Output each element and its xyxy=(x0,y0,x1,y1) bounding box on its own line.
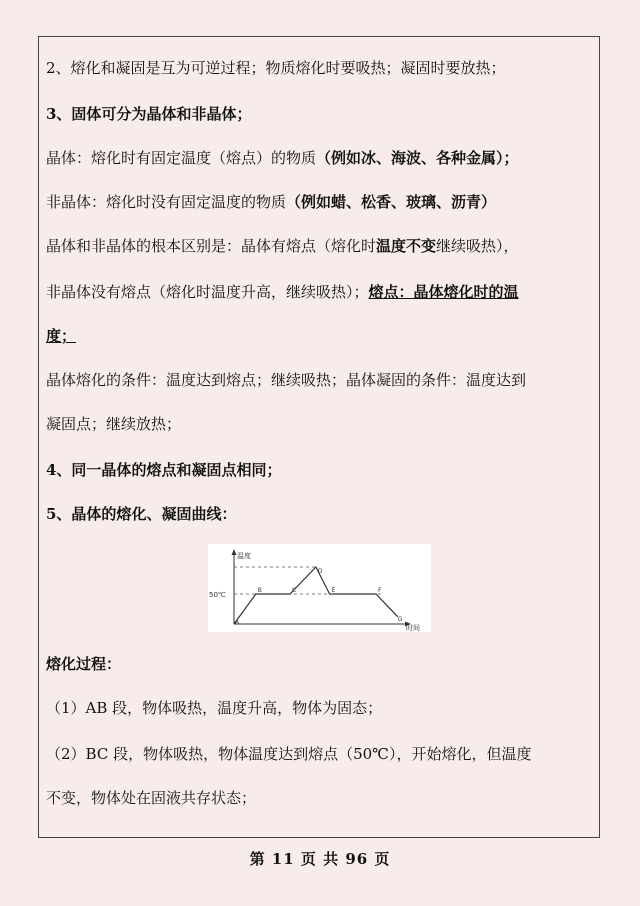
point-label-c: C xyxy=(292,587,297,594)
line-no-melting-point: 非晶体没有熔点（熔化时温度升高，继续吸热）；熔点：晶体熔化时的温 xyxy=(46,283,519,301)
point-label-b: B xyxy=(257,587,262,594)
y-tick-label: 50℃ xyxy=(209,591,226,599)
point-label-g: G xyxy=(397,615,403,623)
point-label-d: D xyxy=(317,568,323,575)
line-bc-segment: （2）BC 段，物体吸热，物体温度达到熔点（50℃），开始熔化，但温度 xyxy=(46,745,532,763)
line-bc-segment-cont: 不变，物体处在固液共存状态； xyxy=(46,789,257,807)
heading-melting-process: 熔化过程： xyxy=(46,655,122,673)
line-conditions: 晶体熔化的条件：温度达到熔点；继续吸热；晶体凝固的条件：温度达到 xyxy=(46,371,527,389)
line-1: 2、熔化和凝固是互为可逆过程；物质熔化时要吸热；凝固时要放热； xyxy=(46,59,506,77)
x-axis-label: 时间 xyxy=(406,624,420,632)
line-crystal: 晶体：熔化时有固定温度（熔点）的物质（例如冰、海波、各种金属）； xyxy=(46,149,519,167)
y-axis-arrow xyxy=(232,549,237,555)
heading-4: 4、同一晶体的熔点和凝固点相同； xyxy=(46,461,282,479)
chart-svg xyxy=(208,544,431,632)
line-ab-segment: （1）AB 段，物体吸热，温度升高，物体为固态； xyxy=(46,699,383,717)
curve-line xyxy=(234,567,398,624)
line-amorphous: 非晶体：熔化时没有固定温度的物质（例如蜡、松香、玻璃、沥青） xyxy=(46,193,497,211)
point-label-e: E xyxy=(331,587,336,594)
line-melting-point-def-end: 度； xyxy=(46,327,77,345)
heading-5: 5、晶体的熔化、凝固曲线： xyxy=(46,505,237,523)
y-axis-label: 温度 xyxy=(237,552,251,560)
heading-3: 3、固体可分为晶体和非晶体； xyxy=(46,105,252,123)
point-label-a: A xyxy=(235,619,240,626)
line-difference: 晶体和非晶体的根本区别是：晶体有熔点（熔化时温度不变继续吸热）， xyxy=(46,237,519,255)
melting-curve-chart xyxy=(208,544,431,632)
page-footer: 第 11 页 共 96 页 xyxy=(249,850,391,868)
point-label-f: F xyxy=(378,587,382,594)
line-conditions-cont: 凝固点；继续放热； xyxy=(46,415,182,433)
